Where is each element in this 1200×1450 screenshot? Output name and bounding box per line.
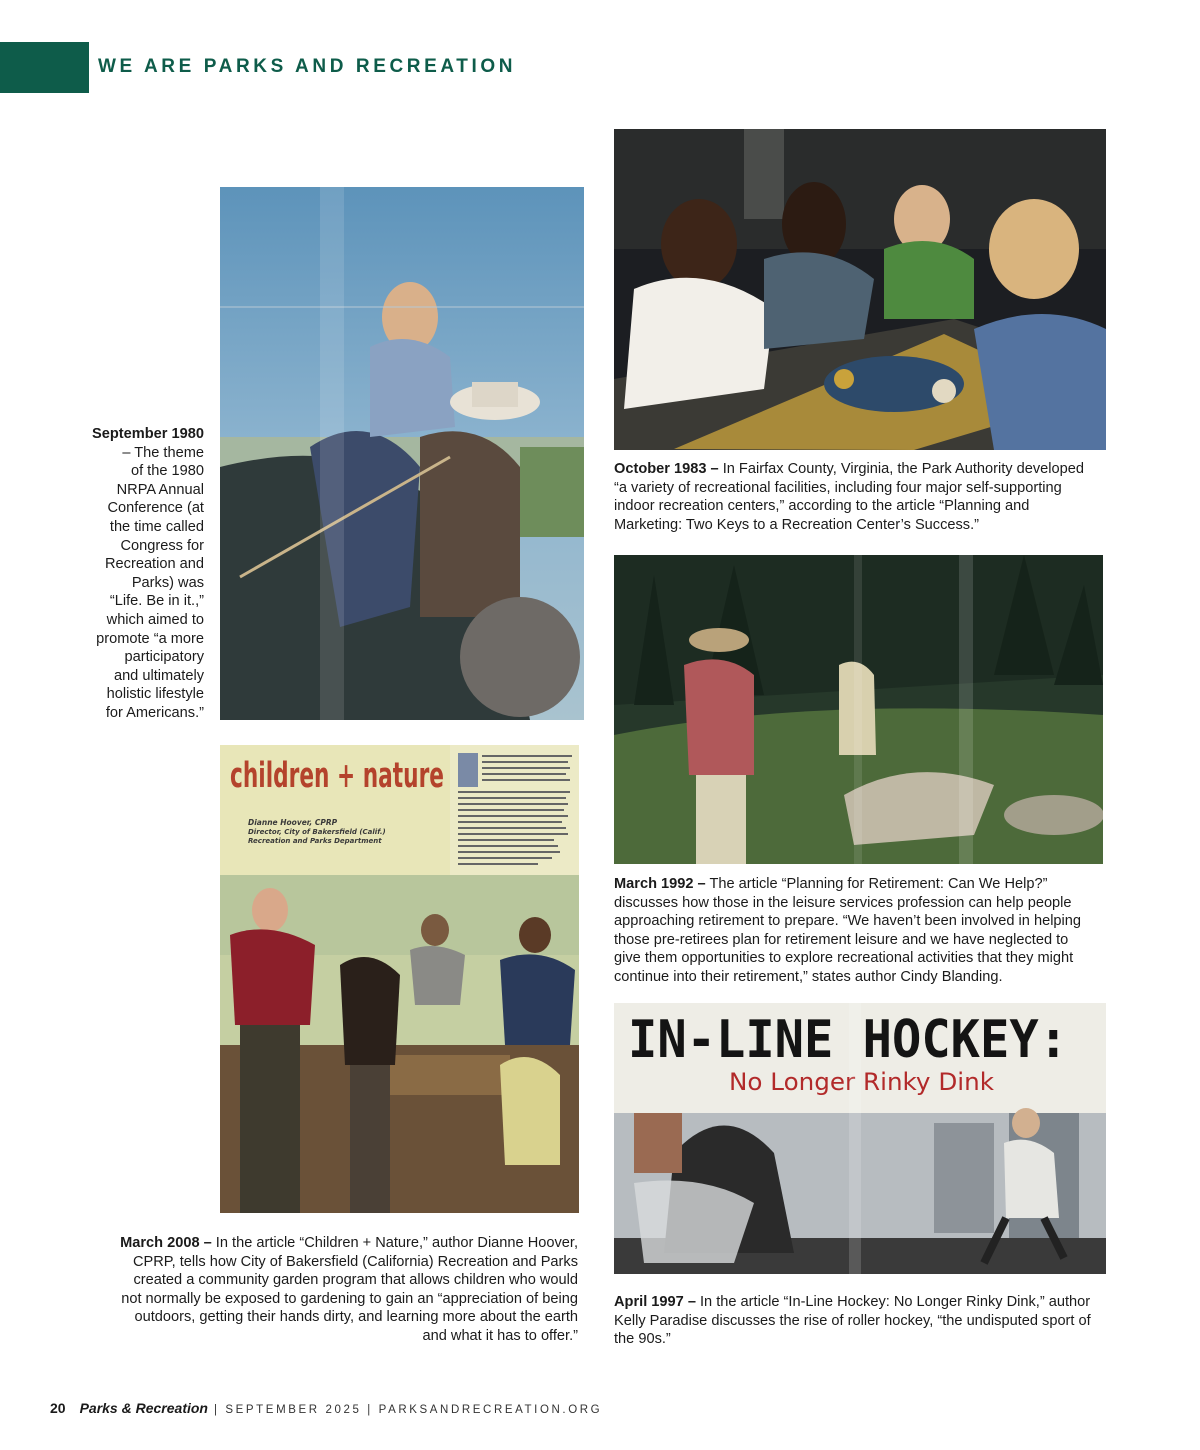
caption-september-1980 (60, 425, 204, 723)
photo-inline-hockey-article (614, 1003, 1106, 1274)
caption-line: Congress for (120, 537, 204, 554)
section-title: WE ARE PARKS AND RECREATION (98, 56, 517, 77)
caption-line: In the article “In-Line Hockey: No Longer Rinky Dink,” author (695, 1294, 1091, 1310)
caption-line: of the 1980 (130, 463, 204, 480)
caption-april-1997 (614, 1293, 1114, 1349)
caption-date: October 1983 – (614, 461, 719, 477)
caption-date: March 1992 – (614, 876, 706, 892)
article-author: Dianne Hoover, CPRP (248, 818, 338, 827)
article-subhead-hockey: No Longer Rinky Dink (729, 1068, 995, 1096)
caption-line: indoor recreation centers,” according to the article “Planning and (614, 498, 1030, 515)
caption-line: give them opportunities to explore recreational activities that they might (614, 950, 1074, 967)
article-headline-hockey: IN-LINE HOCKEY: (628, 1010, 1068, 1070)
page-number: 20 (50, 1400, 66, 1416)
photo-forest-hikers (614, 555, 1103, 864)
caption-line: those pre-retirees plan for retirement leisure and we have neglected to (614, 931, 1069, 948)
article-headline-children-nature: children + nature (230, 756, 444, 796)
caption-line: holistic lifestyle (106, 686, 204, 703)
caption-line: Kelly Paradise discusses the rise of roller hockey, “the undisputed sport of (614, 1312, 1091, 1329)
footer-issue-and-url: | SEPTEMBER 2025 | PARKSANDRECREATION.ORG (213, 1404, 603, 1416)
caption-line: not normally be exposed to gardening to gain an “appreciation of being (121, 1290, 578, 1307)
caption-march-1992 (614, 875, 1114, 987)
caption-march-2008 (80, 1234, 578, 1346)
caption-line: The article “Planning for Retirement: Can We Help?” (705, 876, 1048, 892)
caption-line: Recreation and (105, 556, 204, 573)
caption-line: outdoors, getting their hands dirty, and learning more about the earth (134, 1309, 578, 1326)
caption-line: and ultimately (113, 667, 204, 684)
caption-line: In Fairfax County, Virginia, the Park Authority developed (718, 461, 1084, 477)
caption-line: Marketing: Two Keys to a Recreation Center’s Success.” (614, 516, 980, 533)
caption-line: participatory (124, 649, 204, 666)
caption-line: the time called (109, 518, 204, 535)
caption-line: promote “a more (96, 630, 204, 647)
caption-line: “a variety of recreational facilities, including four major self-supporting (614, 479, 1062, 496)
caption-date: April 1997 – (614, 1294, 696, 1310)
magazine-name: Parks & Recreation (79, 1400, 208, 1416)
caption-line: “Life. Be in it.,” (109, 593, 204, 610)
photo-horse-riding (220, 187, 584, 720)
caption-line: for Americans.” (105, 704, 204, 721)
article-author-department: Recreation and Parks Department (248, 837, 382, 845)
caption-line: CPRP, tells how City of Bakersfield (California) Recreation and Parks (132, 1253, 578, 1270)
caption-line: – The theme (122, 444, 204, 461)
caption-line: and what it has to offer.” (422, 1327, 578, 1344)
caption-date: September 1980 (92, 426, 204, 442)
photo-pinball-kids (614, 129, 1106, 450)
caption-line: approaching retirement to prepare. “We haven’t been involved in helping (614, 913, 1082, 930)
header-color-block (0, 42, 89, 93)
article-author-title: Director, City of Bakersfield (Calif.) (248, 828, 386, 836)
caption-line: Conference (at (107, 500, 204, 517)
caption-line: created a community garden program that allows children who would (133, 1272, 578, 1289)
caption-line: In the article “Children + Nature,” author Dianne Hoover, (211, 1235, 578, 1251)
caption-line: continue into their retirement,” states author Cindy Blanding. (614, 968, 1003, 985)
caption-line: Parks) was (131, 574, 204, 591)
caption-line: which aimed to (106, 611, 204, 628)
caption-october-1983 (614, 460, 1114, 534)
caption-line: discusses how those in the leisure services profession can help people (614, 894, 1072, 911)
page-footer (50, 1400, 602, 1416)
caption-line: the 90s.” (614, 1331, 671, 1348)
caption-date: March 2008 – (120, 1235, 212, 1251)
photo-children-nature-article (220, 745, 579, 1213)
caption-line: NRPA Annual (116, 481, 204, 498)
